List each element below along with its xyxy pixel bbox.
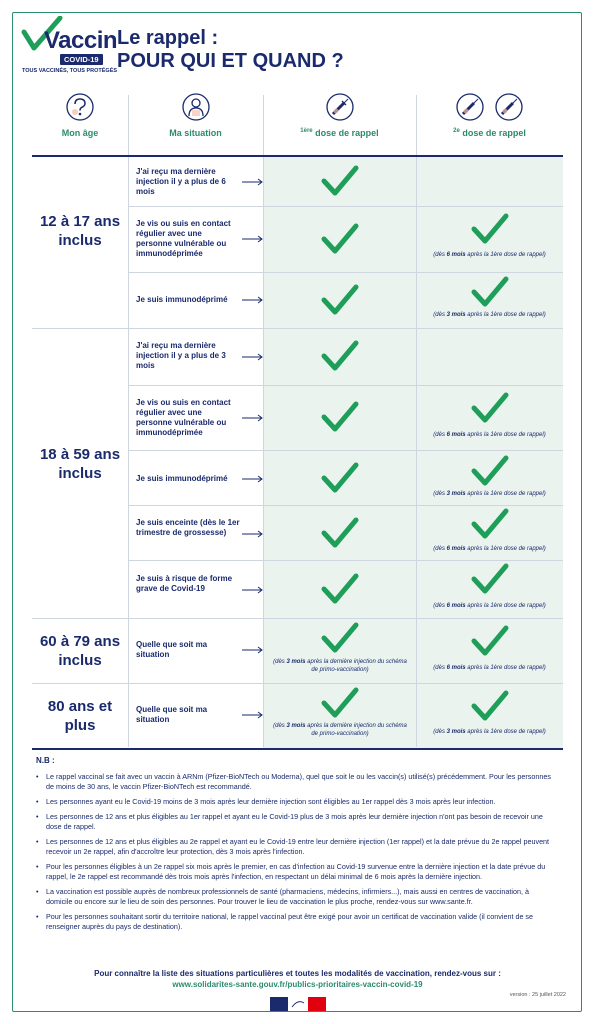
check-icon (471, 455, 509, 487)
list-item: • Pour les personnes éligibles à un 2e rappel six mois après le premier, en cas d'infection au Covid-19 survenue entre la dernière injection et la date prévue du rappel, le 2e rappel est recommandé dès trois mois après l'infection, en respectant un délai minimal de 6 mois après la dernière injection. (36, 862, 556, 882)
row-divider (128, 206, 563, 207)
arrow-right-icon (242, 646, 264, 654)
check-icon (321, 462, 359, 494)
list-item: • Pour les personnes souhaitant sortir du territoire national, le rappel vaccinal peut être exigé pour avoir un certificat de vaccination valide (il convient de se renseigner auprès du pays de destination). (36, 912, 556, 932)
situation-text: Je suis immunodéprimé (136, 295, 228, 304)
header-dose1-label: $^{1ère}$ dose de rappel (300, 128, 379, 138)
notes-title: N.B : (36, 756, 55, 765)
group-divider (32, 618, 563, 619)
arrow-right-icon (242, 475, 264, 483)
dose-timing-note: (dès 3 mois après la 1ère dose de rappel) (433, 729, 546, 735)
row-divider (128, 560, 563, 561)
dose-timing-note: (dès 6 mois après la 1ère dose de rappel) (433, 665, 546, 671)
check-icon (321, 223, 359, 255)
check-icon (321, 573, 359, 605)
check-icon (321, 340, 359, 372)
situation-text: Je vis ou suis en contact régulier avec une personne vulnérable ou immunodéprimée (136, 398, 231, 437)
list-item: • Les personnes de 12 ans et plus éligibles au 2e rappel et ayant eu le Covid-19 entre leur dernière injection (1er rappel) et la date prévue du 2e rappel peuvent recevoir un 2e rappel, afin d'accroître leur protection, dès 3 mois après l'infection. (36, 837, 556, 857)
dose-timing-note: (dès 3 mois après la dernière injection du schéma de primo-vaccination) (273, 659, 407, 673)
column-divider (128, 95, 129, 747)
footer-link[interactable]: www.solidarites-sante.gouv.fr/publics-prioritaires-vaccin-covid-19 (172, 980, 423, 989)
header-age-label: Mon âge (61, 128, 99, 138)
footer-text: Pour connaître la liste des situations particulières et toutes les modalités de vaccination, rendez-vous sur : (94, 969, 501, 978)
situation-text: Quelle que soit ma situation (136, 640, 208, 659)
arrow-right-icon (242, 530, 264, 538)
situation-text: J'ai reçu ma dernière injection il y a plus de 6 mois (136, 167, 226, 196)
version-label: version : 25 juillet 2022 (509, 992, 566, 998)
check-icon (471, 276, 509, 308)
arrow-right-icon (242, 178, 264, 186)
row-divider (128, 385, 563, 386)
double-syringe-icon (455, 92, 525, 122)
title-line1: Le rappel : (117, 27, 219, 49)
logo-word: Vaccin (44, 27, 118, 54)
check-icon (321, 401, 359, 433)
header-dose1 (263, 92, 416, 152)
list-item: • Les personnes ayant eu le Covid-19 moins de 3 mois après leur dernière injection sont éligibles au 1er rappel dès 3 mois après leur infection. (36, 797, 556, 807)
situation-text: Je vis ou suis en contact régulier avec une personne vulnérable ou immunodéprimée (136, 219, 231, 258)
arrow-right-icon (242, 711, 264, 719)
list-item: • Les personnes de 12 ans et plus éligibles au 1er rappel et ayant eu le Covid-19 plus de 3 mois après leur dernière injection n'ont pas besoin de recevoir une dose de rappel. (36, 812, 556, 832)
footer-info (32, 968, 563, 990)
age-group-label: 80 ans et plus (47, 698, 113, 734)
list-item: • Le rappel vaccinal se fait avec un vaccin à ARNm (Pfizer-BioNTech ou Moderna), quel que soit le ou les vaccin(s) utilisé(s) précédemment. Pour les personnes de moins de 30 ans, le vaccin Pfizer-BioNTech est recommandé. (36, 772, 556, 792)
list-item: • La vaccination est possible auprès de nombreux professionnels de santé (pharmaciens, médecins, infirmiers...), mais aussi en centres de vaccination, à domicile ou encore sur le lieu de soin des personnes. Pour trouver le lieu de vaccination le plus proche, rendez-vous sur www.sante.fr. (36, 887, 556, 907)
group-divider (32, 328, 563, 329)
check-icon (471, 508, 509, 540)
header-situation-label: Ma situation (169, 128, 222, 138)
age-group-label: 60 à 79 ans inclus (39, 633, 121, 669)
situation-text: Je suis immunodéprimé (136, 474, 228, 483)
situation-text: Je suis à risque de forme grave de Covid-19 (136, 574, 233, 593)
logo-badge: COVID-19 (60, 54, 103, 65)
dose-timing-note: (dès 3 mois après la dernière injection du schéma de primo-vaccination) (273, 723, 407, 737)
dose-timing-note: (dès 6 mois après la 1ère dose de rappel) (433, 432, 546, 438)
check-icon (321, 687, 359, 719)
check-icon (321, 622, 359, 654)
arrow-right-icon (242, 296, 264, 304)
page-title (117, 27, 344, 73)
check-icon (321, 284, 359, 316)
age-group-label: 12 à 17 ans inclus (39, 213, 121, 249)
arrow-right-icon (242, 235, 264, 243)
column-divider (416, 95, 417, 747)
arrow-right-icon (242, 353, 264, 361)
check-icon (321, 165, 359, 197)
notes-section (36, 756, 556, 937)
situation-text: Quelle que soit ma situation (136, 705, 208, 724)
row-divider (128, 505, 563, 506)
table-header-rule (32, 155, 563, 157)
person-icon (181, 92, 211, 122)
row-divider (128, 272, 563, 273)
header-age (32, 92, 128, 152)
check-icon (471, 690, 509, 722)
dose-timing-note: (dès 3 mois après la 1ère dose de rappel) (433, 491, 546, 497)
dose-timing-note: (dès 3 mois après la 1ère dose de rappel) (433, 312, 546, 318)
header-dose2 (416, 92, 563, 152)
republique-francaise-logo (270, 997, 326, 1011)
row-divider (128, 450, 563, 451)
arrow-right-icon (242, 414, 264, 422)
age-group-label: 18 à 59 ans inclus (39, 446, 121, 482)
title-line2: POUR QUI ET QUAND ? (117, 50, 344, 72)
situation-text: Je suis enceinte (dès le 1er trimestre de grossesse) (136, 518, 240, 537)
header-dose2-label: $^{2e}$ dose de rappel (453, 128, 526, 138)
group-divider (32, 683, 563, 684)
check-icon (471, 213, 509, 245)
header-situation (128, 92, 263, 152)
table-bottom-rule (32, 748, 563, 750)
syringe-icon (325, 92, 355, 122)
check-icon (471, 392, 509, 424)
check-icon (471, 563, 509, 595)
check-icon (321, 517, 359, 549)
notes-list (36, 772, 556, 932)
situation-text: J'ai reçu ma dernière injection il y a plus de 3 mois (136, 341, 226, 370)
dose-timing-note: (dès 6 mois après la 1ère dose de rappel) (433, 252, 546, 258)
arrow-right-icon (242, 586, 264, 594)
question-icon (65, 92, 95, 122)
check-icon (471, 625, 509, 657)
dose-timing-note: (dès 6 mois après la 1ère dose de rappel) (433, 603, 546, 609)
logo-tagline: TOUS VACCINÉS, TOUS PROTÉGÉS (22, 68, 118, 74)
dose-timing-note: (dès 6 mois après la 1ère dose de rappel) (433, 546, 546, 552)
vaccin-covid-logo (22, 22, 118, 78)
